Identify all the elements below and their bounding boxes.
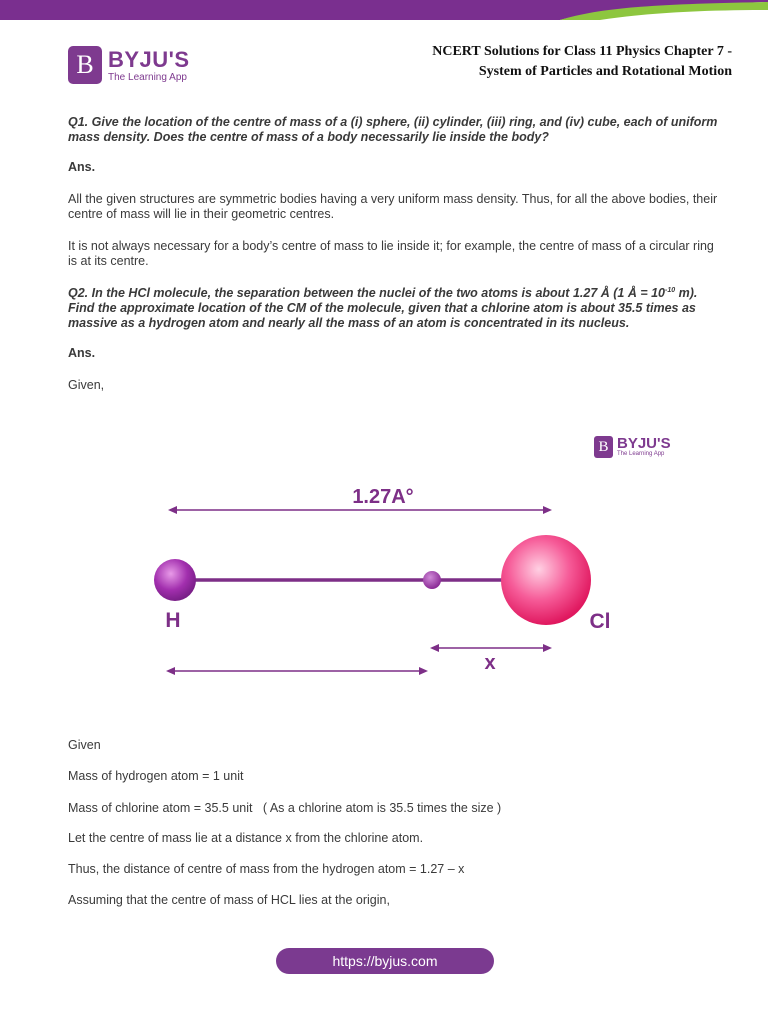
chlorine-atom xyxy=(501,535,591,625)
question-2 xyxy=(68,286,718,331)
logo-mark: B xyxy=(68,46,102,84)
answer-2-given: Given, xyxy=(68,378,105,392)
question-1: Q1. Give the location of the centre of mass of a (i) sphere, (ii) cylinder, (iii) ring, and (iv) cube, each of uniform mass density. Does the centre of mass of a body necessarily lie inside the body? xyxy=(68,115,718,144)
solution-mass-h: Mass of hydrogen atom = 1 unit xyxy=(68,769,244,783)
solution-given: Given xyxy=(68,738,101,752)
watermark-logo-mark: B xyxy=(594,436,613,458)
x-distance-arrow xyxy=(430,644,552,652)
header-line-2: System of Particles and Rotational Motion xyxy=(478,64,732,79)
document-body xyxy=(68,115,718,393)
watermark-logo-tagline: The Learning App xyxy=(617,451,665,457)
hcl-diagram xyxy=(0,425,768,695)
solution-let: Let the centre of mass lie at a distance x from the chlorine atom. xyxy=(68,831,424,845)
x-label: x xyxy=(484,652,496,674)
solution-assume: Assuming that the centre of mass of HCL lies at the origin, xyxy=(68,893,390,907)
cl-label: Cl xyxy=(589,610,611,633)
answer-1-label: Ans. xyxy=(68,160,96,174)
answer-2-label: Ans. xyxy=(68,346,96,360)
answer-1-para-2: It is not always necessary for a body’s centre of mass to lie inside it; for example, the centre of mass of a circular ring is at its centre. xyxy=(68,239,714,268)
header-line-1: NCERT Solutions for Class 11 Physics Chapter 7 - xyxy=(432,44,732,59)
page-header xyxy=(432,42,732,82)
centre-of-mass-point xyxy=(423,571,441,589)
logo-tagline: The Learning App xyxy=(108,72,187,83)
h-label: H xyxy=(165,609,181,632)
distance-label: 1.27A° xyxy=(352,486,414,508)
hydrogen-atom xyxy=(154,559,196,601)
byjus-logo xyxy=(68,46,208,86)
question-2-part-a: Q2. In the HCl molecule, the separation between the nuclei of the two atoms is about 1.27 Å (1 Å = 10 xyxy=(68,286,666,300)
solution-distance: Thus, the distance of centre of mass from the hydrogen atom = 1.27 – x xyxy=(68,862,465,876)
solution-mass-cl: Mass of chlorine atom = 35.5 unit ( As a chlorine atom is 35.5 times the size ) xyxy=(68,801,502,815)
answer-1-para-1: All the given structures are symmetric bodies having a very uniform mass density. Thus, for all the above bodies, their centre of mass will lie in their geometric centres. xyxy=(68,192,718,221)
question-2-part-b: m). Find the approximate location of the CM of the molecule, given that a chlorine atom is about 35.5 times as massive as a hydrogen atom and nearly all the mass of an atom is concentrated in its nucleus. xyxy=(68,286,698,330)
top-band xyxy=(0,0,768,22)
h-to-cm-arrow xyxy=(166,667,428,675)
logo-name: BYJU'S xyxy=(108,47,190,72)
footer-url-link[interactable]: https://byjus.com xyxy=(276,948,494,974)
question-2-exponent: -10 xyxy=(665,286,676,294)
watermark-logo-name: BYJU'S xyxy=(617,435,671,452)
